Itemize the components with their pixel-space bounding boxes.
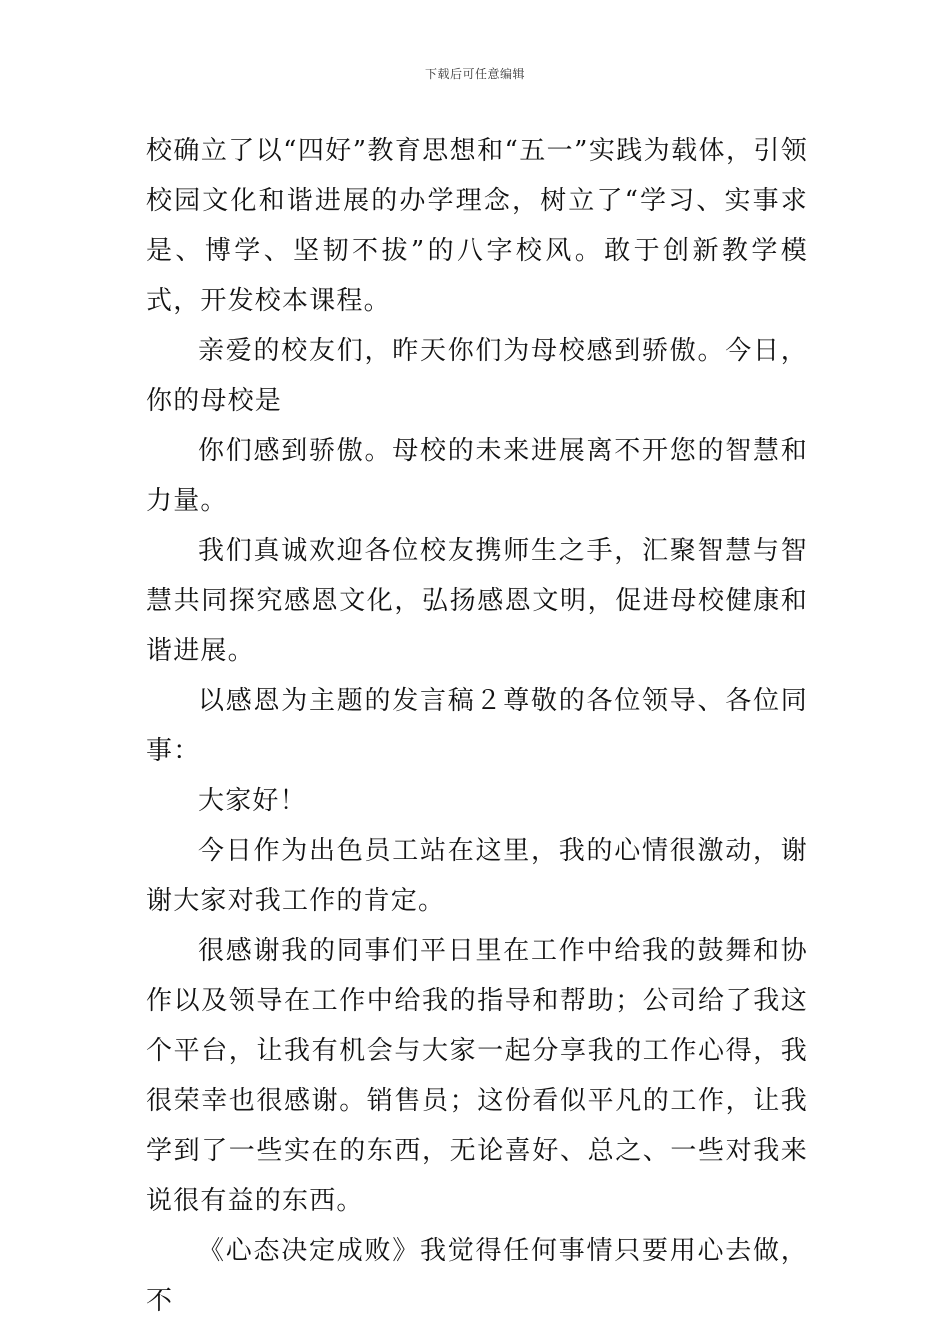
page-header: 下载后可任意编辑 bbox=[424, 67, 525, 81]
paragraph: 校确立了以“四好”教育思想和“五一”实践为载体，引领校园文化和谐进展的办学理念，树立了“学习、实事求是、博学、坚韧不拔”的八字校风。敢于创新教学模式，开发校本课程。 bbox=[146, 136, 808, 316]
paragraph: 很感谢我的同事们平日里在工作中给我的鼓舞和协作以及领导在工作中给我的指导和帮助；公司给了我这个平台，让我有机会与大家一起分享我的工作心得，我很荣幸也很感谢。销售员；这份看似平凡的工作，让我学到了一些实在的东西，无论喜好、总之、一些对我来说很有益的东西。 bbox=[146, 936, 808, 1216]
paragraph: 你们感到骄傲。母校的未来进展离不开您的智慧和力量。 bbox=[146, 436, 808, 516]
paragraph: 以感恩为主题的发言稿２尊敬的各位领导、各位同事： bbox=[146, 686, 808, 766]
paragraph: 我们真诚欢迎各位校友携师生之手，汇聚智慧与智慧共同探究感恩文化，弘扬感恩文明，促进母校健康和谐进展。 bbox=[146, 536, 808, 666]
paragraph: 亲爱的校友们，昨天你们为母校感到骄傲。今日，你的母校是 bbox=[146, 336, 808, 416]
document-body bbox=[146, 126, 808, 1326]
paragraph: 今日作为出色员工站在这里，我的心情很激动，谢谢大家对我工作的肯定。 bbox=[146, 836, 808, 916]
paragraph: 《心态决定成败》我觉得任何事情只要用心去做，不 bbox=[146, 1236, 808, 1316]
paragraph: 大家好！ bbox=[198, 786, 307, 816]
